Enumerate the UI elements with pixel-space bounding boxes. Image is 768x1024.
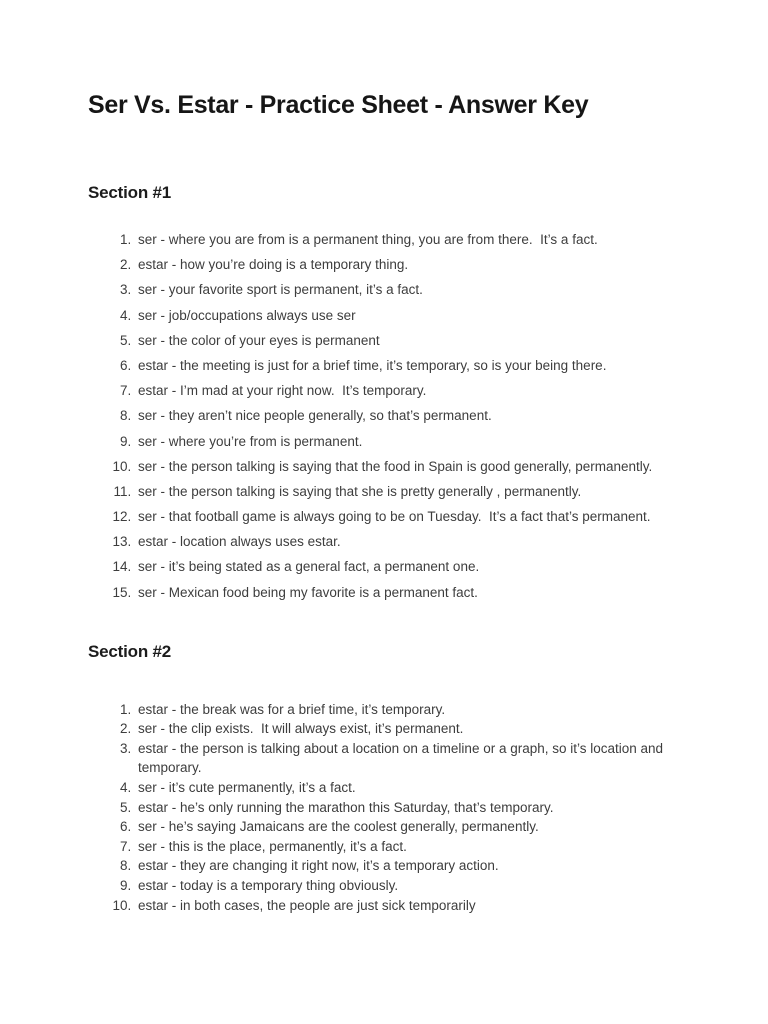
list-item: 3. ser - your favorite sport is permanent, it’s a fact. (135, 282, 706, 297)
list-item: 13. estar - location always uses estar. (135, 534, 706, 549)
list-item: 1. estar - the break was for a brief time, it’s temporary. (135, 700, 706, 720)
list-item: 9. ser - where you’re from is permanent. (135, 434, 706, 449)
list-item: 1. ser - where you are from is a permanent thing, you are from there. It’s a fact. (135, 232, 706, 247)
list-item: 14. ser - it’s being stated as a general fact, a permanent one. (135, 559, 706, 574)
list-item: 8. ser - they aren’t nice people generally, so that’s permanent. (135, 408, 706, 423)
section-2-heading: Section #2 (88, 641, 172, 661)
section-1-heading: Section #1 (88, 183, 172, 202)
list-item: 7. estar - I’m mad at your right now. It’s temporary. (135, 383, 706, 398)
list-item: 6. ser - he’s saying Jamaicans are the coolest generally, permanently. (135, 817, 706, 837)
list-item: 4. ser - it’s cute permanently, it’s a fact. (135, 778, 706, 798)
list-item: 8. estar - they are changing it right now, it’s a temporary action. (135, 856, 706, 876)
list-item: 15. ser - Mexican food being my favorite is a permanent fact. (135, 585, 706, 600)
list-item: 5. ser - the color of your eyes is permanent (135, 333, 706, 348)
list-item: 10. estar - in both cases, the people are just sick temporarily (135, 896, 706, 916)
list-item: 4. ser - job/occupations always use ser (135, 308, 706, 323)
list-item: 2. ser - the clip exists. It will always exist, it’s permanent. (135, 719, 706, 739)
section-2 (88, 642, 706, 916)
list-item: 6. estar - the meeting is just for a brief time, it’s temporary, so is your being there. (135, 358, 706, 373)
section-1-answer-list (88, 232, 706, 600)
list-item: 12. ser - that football game is always going to be on Tuesday. It’s a fact that’s permanent. (135, 509, 706, 524)
list-item: 3. estar - the person is talking about a location on a timeline or a graph, so it’s location and temporary. (135, 739, 706, 778)
list-item: 10. ser - the person talking is saying that the food in Spain is good generally, permanently. (135, 459, 706, 474)
list-item: 7. ser - this is the place, permanently, it’s a fact. (135, 837, 706, 857)
list-item: 5. estar - he’s only running the marathon this Saturday, that’s temporary. (135, 798, 706, 818)
list-item: 2. estar - how you’re doing is a temporary thing. (135, 257, 706, 272)
section-1 (88, 183, 706, 600)
list-item: 9. estar - today is a temporary thing obviously. (135, 876, 706, 896)
page-title: Ser Vs. Estar - Practice Sheet - Answer Key (88, 91, 589, 119)
list-item: 11. ser - the person talking is saying that she is pretty generally , permanently. (135, 484, 706, 499)
section-2-answer-list (88, 700, 706, 916)
